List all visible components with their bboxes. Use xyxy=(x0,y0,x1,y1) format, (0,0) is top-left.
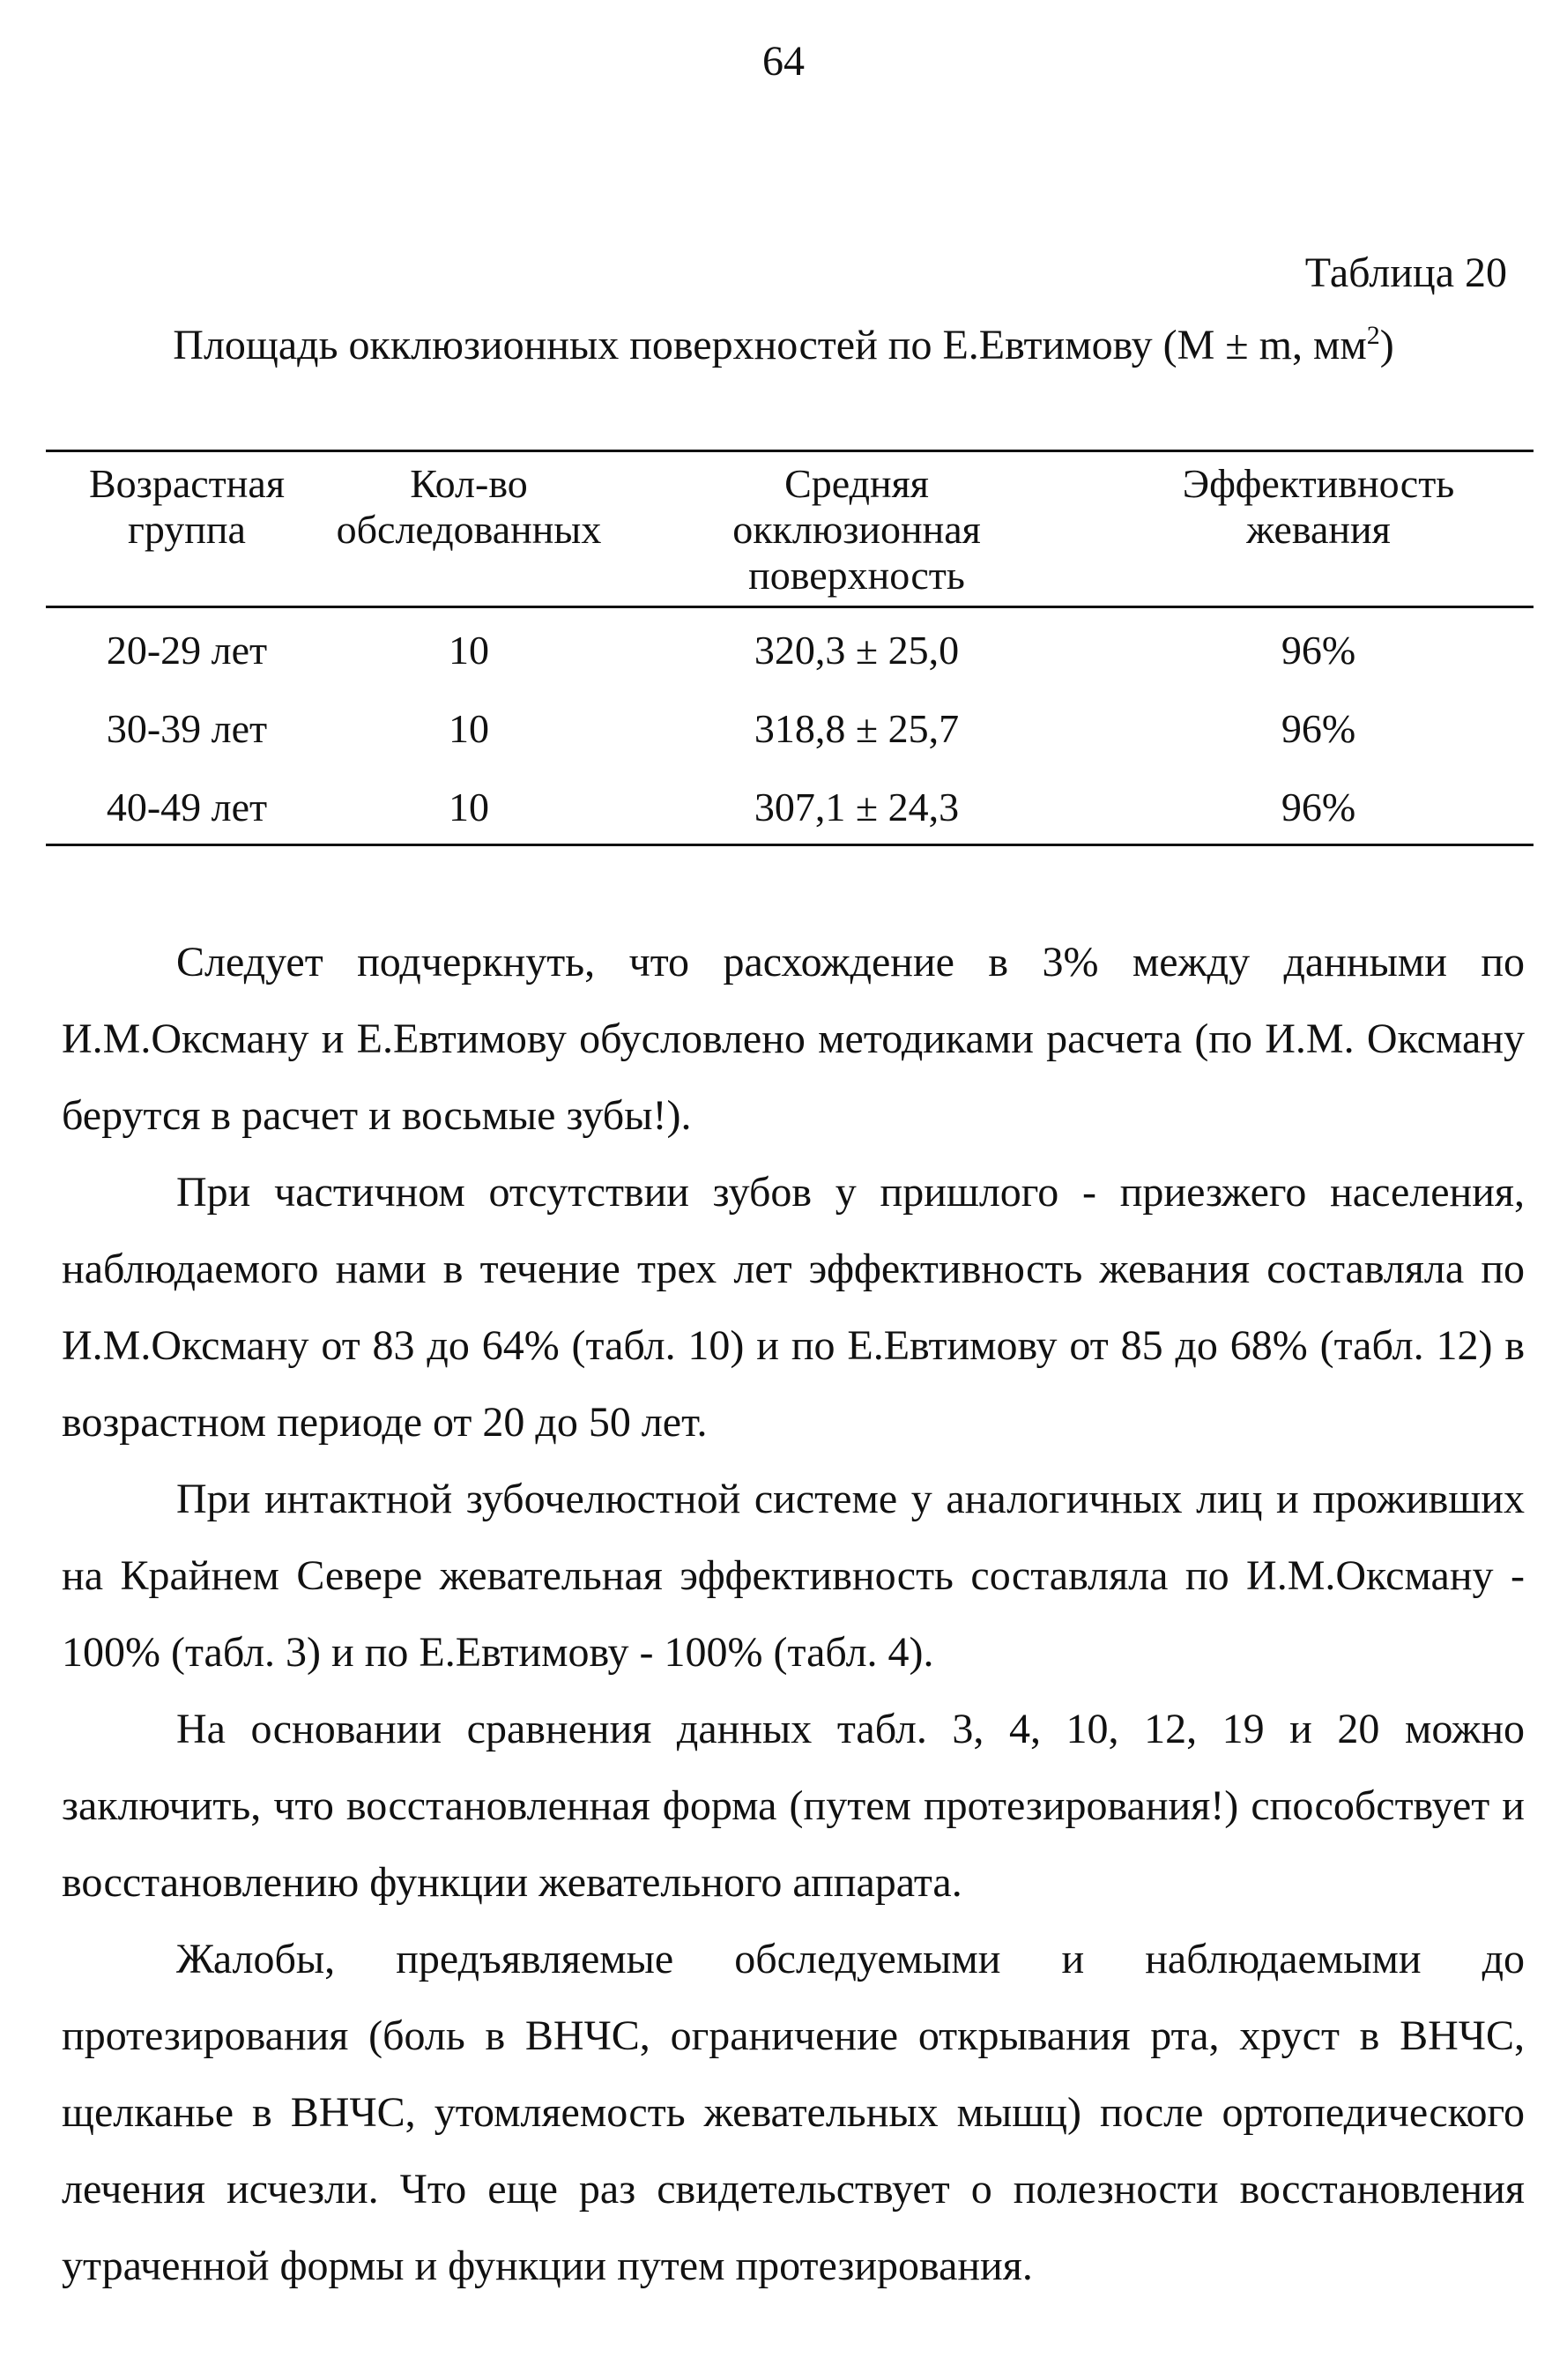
table-title xyxy=(0,319,1567,372)
table-row xyxy=(46,607,1534,688)
cell-area: 318,8 ± 25,7 xyxy=(754,706,960,751)
table-title-superscript: 2 xyxy=(1366,321,1380,350)
header-line: поверхность xyxy=(748,553,965,598)
cell-age: 30-39 лет xyxy=(106,706,268,751)
header-age-group xyxy=(46,451,328,607)
paragraph: Следует подчеркнуть, что расхождение в 3% между данными по И.М.Оксману и Е.Евтимову обусловлено методиками расчета (по И.М. Оксману берутся в расчет и восьмые зубы!). xyxy=(62,939,1525,1139)
table-row xyxy=(46,687,1534,765)
header-line: группа xyxy=(128,507,246,552)
table-label: Таблица 20 xyxy=(1304,249,1507,296)
header-count xyxy=(328,451,610,607)
cell-efficiency: 96% xyxy=(1281,628,1356,673)
cell-efficiency: 96% xyxy=(1281,706,1356,751)
cell-age: 20-29 лет xyxy=(106,628,268,673)
header-line: обследованных xyxy=(336,507,602,552)
paragraph: Жалобы, предъявляемые обследуемыми и наблюдаемыми до протезирования (боль в ВНЧС, ограничение открывания рта, хруст в ВНЧС, щелканье в ВНЧС, утомляемость жевательных мышц) после ортопедического лечения исчезли. Что еще раз свидетельствует о полезности восстановления утраченной формы и функции путем протезирования. xyxy=(62,1936,1525,2289)
cell-count: 10 xyxy=(449,628,489,673)
header-mean-area xyxy=(610,451,1103,607)
cell-area: 320,3 ± 25,0 xyxy=(754,628,960,673)
cell-age: 40-49 лет xyxy=(46,765,328,845)
cell-count: 10 xyxy=(328,765,610,845)
cell-count: 10 xyxy=(449,706,489,751)
table-title-close: ) xyxy=(1379,322,1394,368)
body-text xyxy=(62,924,1525,2304)
header-line: Средняя xyxy=(784,461,929,506)
occlusion-area-table xyxy=(46,450,1534,846)
header-line: окклюзионная xyxy=(732,507,981,552)
page-number: 64 xyxy=(762,38,805,85)
paragraph: На основании сравнения данных табл. 3, 4, 10, 12, 19 и 20 можно заключить, что восстановленная форма (путем протезирования!) способствует и восстановлению функции жевательного аппарата. xyxy=(62,1706,1525,1906)
paragraph: При частичном отсутствии зубов у пришлого - приезжего населения, наблюдаемого нами в течение трех лет эффективность жевания составляла по И.М.Оксману от 83 до 64% (табл. 10) и по Е.Евтимову от 85 до 68% (табл. 12) в возрастном периоде от 20 до 50 лет. xyxy=(62,1169,1525,1446)
header-line: Эффективность xyxy=(1182,461,1455,506)
header-line: Кол-во xyxy=(410,461,528,506)
paragraph: При интактной зубочелюстной системе у аналогичных лиц и проживших на Крайнем Севере жевательная эффективность составляла по И.М.Оксману - 100% (табл. 3) и по Е.Евтимову - 100% (табл. 4). xyxy=(62,1476,1525,1676)
table-row xyxy=(46,765,1534,845)
table-header-row xyxy=(46,451,1534,607)
header-line: жевания xyxy=(1246,507,1391,552)
cell-efficiency: 96% xyxy=(1103,765,1534,845)
header-efficiency xyxy=(1103,451,1534,607)
cell-area: 307,1 ± 24,3 xyxy=(610,765,1103,845)
table-title-text: Площадь окклюзионных поверхностей по Е.Евтимову (М ± m, мм xyxy=(173,322,1367,368)
header-line: Возрастная xyxy=(89,461,285,506)
